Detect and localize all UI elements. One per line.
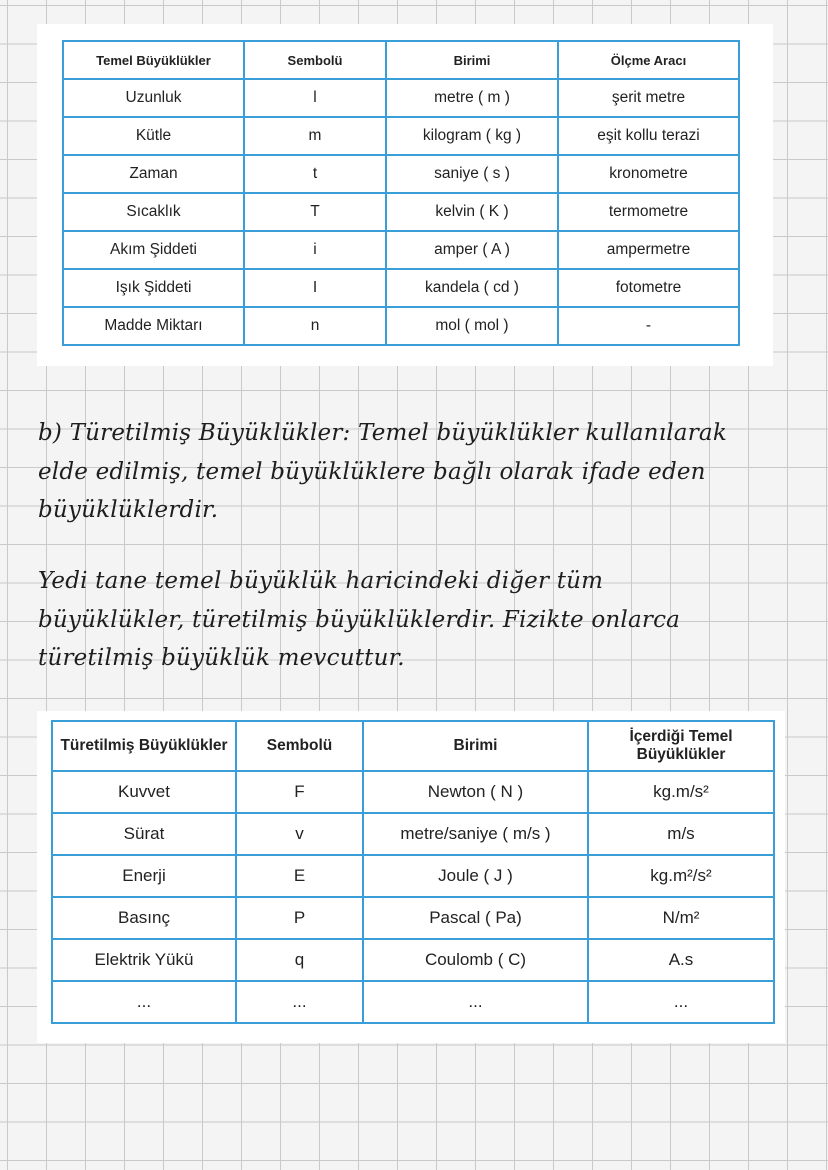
table-cell: ... [236, 981, 363, 1023]
column-header: Türetilmiş Büyüklükler [52, 721, 236, 771]
table-cell: eşit kollu terazi [558, 117, 739, 155]
table-cell: N/m² [588, 897, 774, 939]
table-cell: metre ( m ) [386, 79, 558, 117]
table-cell: m/s [588, 813, 774, 855]
table-cell: P [236, 897, 363, 939]
table-cell: T [244, 193, 386, 231]
table-row [52, 981, 774, 1023]
table-cell: E [236, 855, 363, 897]
table-row [63, 269, 739, 307]
table-row [52, 897, 774, 939]
table-cell: Pascal ( Pa) [363, 897, 588, 939]
table-cell: Zaman [63, 155, 244, 193]
table-cell: Basınç [52, 897, 236, 939]
text-line: elde edilmiş, temel büyüklüklere bağlı olarak ifade eden [38, 458, 706, 485]
table-row [63, 307, 739, 345]
table-cell: kg.m²/s² [588, 855, 774, 897]
base-quantities-card [37, 24, 773, 366]
column-header: Birimi [363, 721, 588, 771]
text-line: büyüklüklerdir. [38, 497, 219, 523]
table-cell: ampermetre [558, 231, 739, 269]
table-cell: termometre [558, 193, 739, 231]
table-cell: şerit metre [558, 79, 739, 117]
table-row [63, 117, 739, 155]
table-cell: - [558, 307, 739, 345]
derived-quantities-note [38, 562, 798, 678]
table-cell: kg.m/s² [588, 771, 774, 813]
table-cell: m [244, 117, 386, 155]
table-cell: kronometre [558, 155, 739, 193]
table-cell: Kuvvet [52, 771, 236, 813]
text-line: büyüklükler, türetilmiş büyüklüklerdir. Fizikte onlarca [38, 606, 681, 633]
table-cell: metre/saniye ( m/s ) [363, 813, 588, 855]
table-cell: q [236, 939, 363, 981]
derived-quantities-card [37, 711, 785, 1043]
table-cell: Kütle [63, 117, 244, 155]
derived-quantities-definition [38, 414, 798, 530]
table-cell: v [236, 813, 363, 855]
text-line: Yedi tane temel büyüklük haricindeki diğer tüm [38, 568, 604, 594]
table-cell: Coulomb ( C) [363, 939, 588, 981]
derived-quantities-table [51, 720, 775, 1024]
table-cell: Uzunluk [63, 79, 244, 117]
table-cell: Joule ( J ) [363, 855, 588, 897]
table-cell: kelvin ( K ) [386, 193, 558, 231]
table-row [52, 771, 774, 813]
table-cell: A.s [588, 939, 774, 981]
table-cell: Sıcaklık [63, 193, 244, 231]
table-cell: Newton ( N ) [363, 771, 588, 813]
text-line: b) Türetilmiş Büyüklükler: Temel büyüklükler kullanılarak [38, 420, 727, 446]
table-cell: Madde Miktarı [63, 307, 244, 345]
base-quantities-table [62, 40, 740, 346]
table-row [52, 813, 774, 855]
table-row [63, 79, 739, 117]
column-header: Ölçme Aracı [558, 41, 739, 79]
table-cell: i [244, 231, 386, 269]
text-line: türetilmiş büyüklük mevcuttur. [38, 645, 405, 671]
table-cell: ... [52, 981, 236, 1023]
column-header: Sembolü [236, 721, 363, 771]
table-header-row [63, 41, 739, 79]
table-cell: mol ( mol ) [386, 307, 558, 345]
table-row [63, 193, 739, 231]
column-header: Sembolü [244, 41, 386, 79]
table-cell: saniye ( s ) [386, 155, 558, 193]
column-header: İçerdiği Temel Büyüklükler [588, 721, 774, 771]
table-header-row [52, 721, 774, 771]
table-cell: kilogram ( kg ) [386, 117, 558, 155]
table-cell: n [244, 307, 386, 345]
table-cell: Işık Şiddeti [63, 269, 244, 307]
table-cell: fotometre [558, 269, 739, 307]
column-header: Temel Büyüklükler [63, 41, 244, 79]
column-header: Birimi [386, 41, 558, 79]
table-cell: l [244, 79, 386, 117]
table-cell: Elektrik Yükü [52, 939, 236, 981]
table-cell: kandela ( cd ) [386, 269, 558, 307]
table-cell: ... [363, 981, 588, 1023]
table-row [52, 855, 774, 897]
table-cell: ... [588, 981, 774, 1023]
table-cell: amper ( A ) [386, 231, 558, 269]
table-row [63, 231, 739, 269]
table-cell: t [244, 155, 386, 193]
table-cell: Sürat [52, 813, 236, 855]
table-cell: F [236, 771, 363, 813]
table-cell: Enerji [52, 855, 236, 897]
table-cell: I [244, 269, 386, 307]
table-row [52, 939, 774, 981]
table-row [63, 155, 739, 193]
table-cell: Akım Şiddeti [63, 231, 244, 269]
